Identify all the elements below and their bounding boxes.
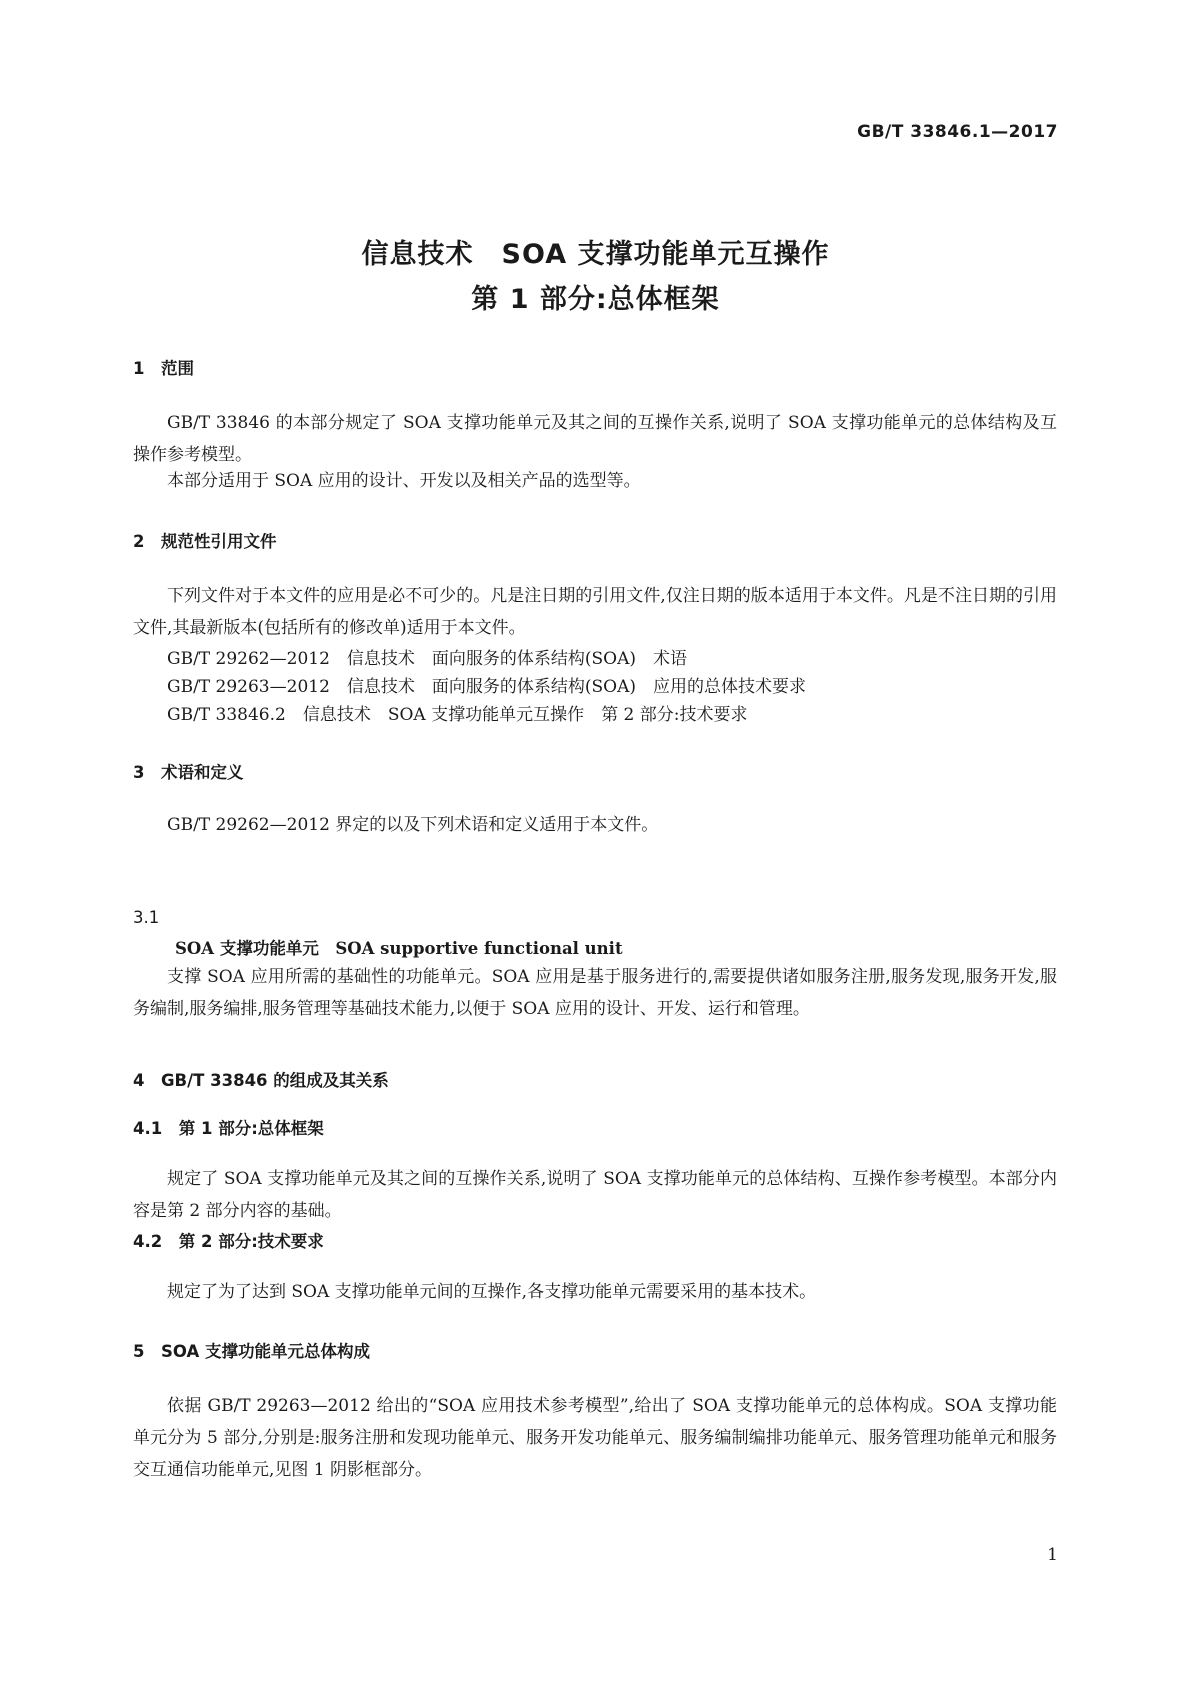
section-5-paragraph-1: 依据 GB/T 29263—2012 给出的“SOA 应用技术参考模型”,给出了 SOA 支撑功能单元的总体构成。SOA 支撑功能单元分为 5 部分,分别是:服务注册和发现功能单元、服务开发功能单元、服务编制编排功能单元、服务管理功能单元和服务交互通信功能单元,见图 1 阴影框部分。 (133, 1396, 1057, 1480)
section-4-heading: 4 GB/T 33846 的组成及其关系 (133, 1071, 389, 1090)
reference-1: GB/T 29262—2012 信息技术 面向服务的体系结构(SOA) 术语 (167, 649, 688, 669)
reference-3: GB/T 33846.2 信息技术 SOA 支撑功能单元互操作 第 2 部分:技术要求 (167, 705, 748, 725)
standard-code: GB/T 33846.1—2017 (857, 122, 1058, 142)
section-4-1-heading: 4.1 第 1 部分:总体框架 (133, 1119, 324, 1138)
section-1-paragraph-1: GB/T 33846 的本部分规定了 SOA 支撑功能单元及其之间的互操作关系,说明了 SOA 支撑功能单元的总体结构及互操作参考模型。 (133, 413, 1057, 465)
section-5-heading: 5 SOA 支撑功能单元总体构成 (133, 1342, 370, 1361)
term-title: SOA 支撑功能单元 SOA supportive functional unit (175, 939, 623, 958)
page-number: 1 (1047, 1545, 1058, 1565)
section-2-paragraph-1: 下列文件对于本文件的应用是必不可少的。凡是注日期的引用文件,仅注日期的版本适用于本文件。凡是不注日期的引用文件,其最新版本(包括所有的修改单)适用于本文件。 (133, 586, 1057, 638)
document-title-line1: 信息技术 SOA 支撑功能单元互操作 (361, 239, 830, 270)
section-3-heading: 3 术语和定义 (133, 763, 244, 782)
document-title-line2: 第 1 部分:总体框架 (471, 284, 720, 315)
term-number: 3.1 (133, 908, 160, 927)
section-4-2-heading: 4.2 第 2 部分:技术要求 (133, 1232, 324, 1251)
section-2-heading: 2 规范性引用文件 (133, 532, 277, 551)
section-1-paragraph-2: 本部分适用于 SOA 应用的设计、开发以及相关产品的选型等。 (167, 471, 641, 491)
reference-2: GB/T 29263—2012 信息技术 面向服务的体系结构(SOA) 应用的总体技术要求 (167, 677, 807, 697)
section-4-2-paragraph: 规定了为了达到 SOA 支撑功能单元间的互操作,各支撑功能单元需要采用的基本技术。 (167, 1282, 817, 1302)
section-4-1-paragraph: 规定了 SOA 支撑功能单元及其之间的互操作关系,说明了 SOA 支撑功能单元的总体结构、互操作参考模型。本部分内容是第 2 部分内容的基础。 (133, 1169, 1057, 1221)
section-3-paragraph-1: GB/T 29262—2012 界定的以及下列术语和定义适用于本文件。 (167, 815, 659, 835)
section-1-heading: 1 范围 (133, 359, 194, 378)
term-definition: 支撑 SOA 应用所需的基础性的功能单元。SOA 应用是基于服务进行的,需要提供诸如服务注册,服务发现,服务开发,服务编制,服务编排,服务管理等基础技术能力,以便于 SOA 应用的设计、开发、运行和管理。 (133, 967, 1057, 1019)
